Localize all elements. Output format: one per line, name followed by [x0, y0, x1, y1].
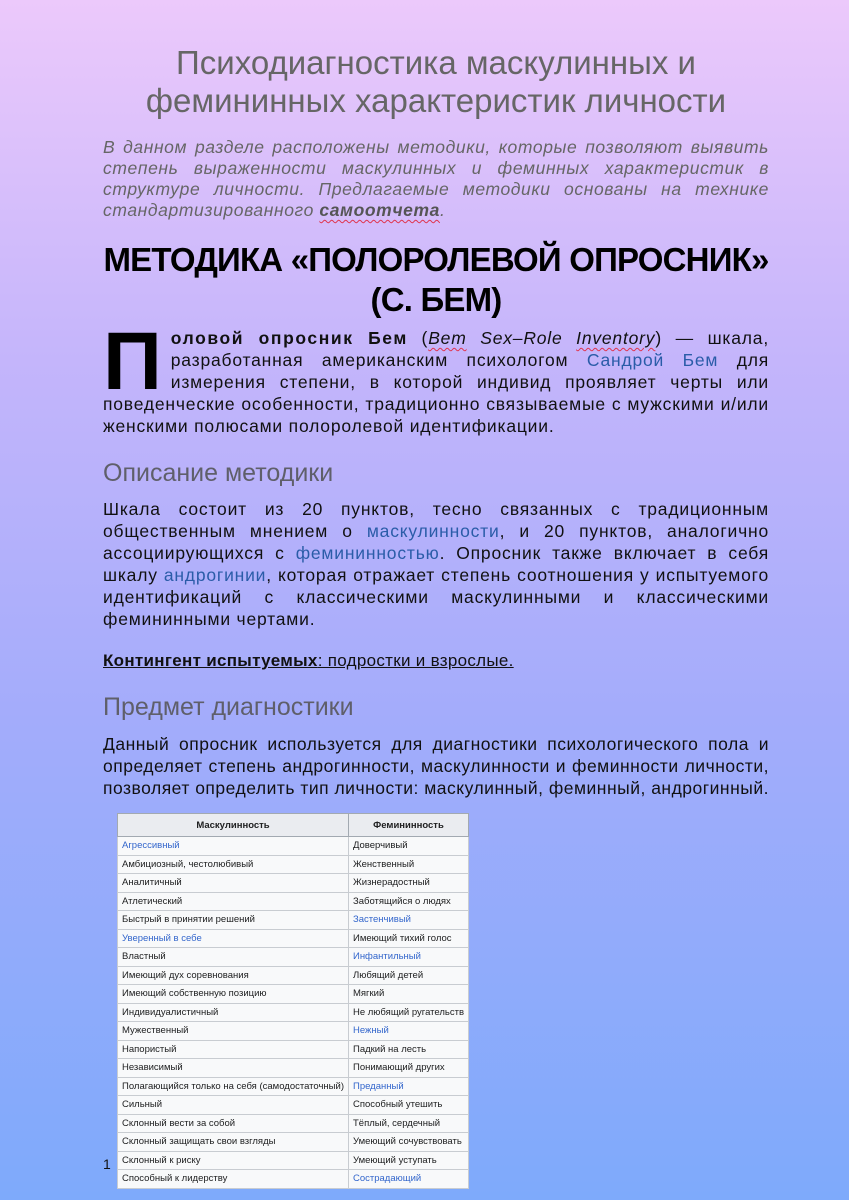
table-row: [118, 1133, 469, 1152]
table-row: [118, 1059, 469, 1078]
table-cell: Быстрый в принятии решений: [118, 911, 349, 930]
header-femininity: Фемининность: [348, 814, 468, 837]
table-cell: Атлетический: [118, 892, 349, 911]
table-row: [118, 985, 469, 1004]
table-row: [118, 837, 469, 856]
subject-heading: Предмет диагностики: [103, 693, 354, 721]
table-cell: Любящий детей: [348, 966, 468, 985]
table-row: [118, 874, 469, 893]
method-text-end: для измерения степени, в которой индивид проявляет черты или поведенческие особенности, традиционно связываемые с мужскими и/или женскими полюсами полоролевой идентификации.: [103, 350, 769, 436]
table-row: [118, 1077, 469, 1096]
table-row: [118, 1114, 469, 1133]
table-row: [118, 966, 469, 985]
table-cell: Властный: [118, 948, 349, 967]
table-cell: Не любящий ругательств: [348, 1003, 468, 1022]
table-row: [118, 855, 469, 874]
contingent-line: [103, 650, 769, 672]
drop-cap: П: [103, 331, 163, 391]
table-cell: Жизнерадостный: [348, 874, 468, 893]
table-cell: Доверчивый: [348, 837, 468, 856]
table-cell-link[interactable]: Сострадающий: [348, 1170, 468, 1189]
table-cell: Умеющий уступать: [348, 1151, 468, 1170]
table-cell: Способный утешить: [348, 1096, 468, 1115]
description-text-3: . Опросник также включает в себя шкалу: [103, 543, 769, 585]
table-cell-link[interactable]: Преданный: [348, 1077, 468, 1096]
table-row: [118, 929, 469, 948]
table-cell: Способный к лидерству: [118, 1170, 349, 1189]
method-lead: оловой опросник Бем: [170, 328, 408, 348]
intro-text: В данном разделе расположены методики, которые позволяют выявить степень выраженности маскулинных и феминных характеристик в структуре личности. Предлагаемые методики основаны на технике стандартизированного: [103, 137, 769, 220]
table-cell: Падкий на лесть: [348, 1040, 468, 1059]
paren-open: (: [407, 328, 429, 348]
table-row: [118, 1151, 469, 1170]
table-cell: Амбициозный, честолюбивый: [118, 855, 349, 874]
table-cell: Мягкий: [348, 985, 468, 1004]
table-cell: Понимающий других: [348, 1059, 468, 1078]
table-cell: Полагающийся только на себя (самодостаточный): [118, 1077, 349, 1096]
english-name-part2: Sex–Role: [466, 328, 577, 348]
table-row: [118, 1022, 469, 1041]
page-number: 1: [103, 1156, 111, 1172]
contingent-label: Контингент испытуемых: [103, 651, 318, 670]
femininity-link[interactable]: фемининностью: [295, 543, 440, 563]
table-cell: Заботящийся о людях: [348, 892, 468, 911]
table-row: [118, 948, 469, 967]
table-cell: Мужественный: [118, 1022, 349, 1041]
method-heading: МЕТОДИКА «ПОЛОРОЛЕВОЙ ОПРОСНИК» (С. БЕМ): [103, 241, 769, 318]
table-cell: Имеющий дух соревнования: [118, 966, 349, 985]
table-cell-link[interactable]: Застенчивый: [348, 911, 468, 930]
description-text-4: , которая отражает степень соотношения у испытуемого идентификаций с классическими маскулинными и классическими фемининными чертами.: [103, 565, 769, 629]
table-header-row: [118, 814, 469, 837]
table-cell: Напористый: [118, 1040, 349, 1059]
androgyny-link[interactable]: андрогинии: [163, 565, 267, 585]
table-row: [118, 892, 469, 911]
table-cell-link[interactable]: Агрессивный: [118, 837, 349, 856]
header-masculinity: Маскулинность: [118, 814, 349, 837]
table-cell: Склонный вести за собой: [118, 1114, 349, 1133]
table-cell: Склонный к риску: [118, 1151, 349, 1170]
table-row: [118, 1003, 469, 1022]
table-cell: Сильный: [118, 1096, 349, 1115]
english-name-part1: Bem: [428, 328, 467, 348]
description-text-2: , и 20 пунктов, аналогично ассоциирующихся с: [103, 521, 770, 563]
table-row: [118, 1170, 469, 1189]
table-row: [118, 911, 469, 930]
intro-end: .: [439, 200, 446, 220]
page-title: Психодиагностика маскулинных и фемининных характеристик личности: [145, 44, 727, 119]
description-paragraph: [103, 498, 769, 630]
table-cell-link[interactable]: Инфантильный: [348, 948, 468, 967]
table-cell: Тёплый, сердечный: [348, 1114, 468, 1133]
intro-bold-term: самоотчета: [319, 200, 440, 220]
description-text-1: Шкала состоит из 20 пунктов, тесно связанных с традиционным общественным мнением о: [103, 499, 769, 541]
author-link[interactable]: Сандрой Бем: [586, 350, 719, 370]
table-cell: Аналитичный: [118, 874, 349, 893]
table-cell: Индивидуалистичный: [118, 1003, 349, 1022]
description-heading: Описание методики: [103, 459, 334, 487]
traits-table: [117, 813, 469, 1189]
table-cell: Независимый: [118, 1059, 349, 1078]
method-paragraph: [103, 327, 769, 437]
table-row: [118, 1096, 469, 1115]
table-cell: Имеющий собственную позицию: [118, 985, 349, 1004]
table-row: [118, 1040, 469, 1059]
table-cell-link[interactable]: Уверенный в себе: [118, 929, 349, 948]
contingent-value: : подростки и взрослые.: [317, 651, 514, 670]
intro-paragraph: [103, 137, 769, 221]
method-text: ) — шкала, разработанная американским психологом: [170, 328, 769, 370]
masculinity-link[interactable]: маскулинности: [366, 521, 500, 541]
table-cell: Женственный: [348, 855, 468, 874]
table-cell-link[interactable]: Нежный: [348, 1022, 468, 1041]
english-name-part3: Inventory: [576, 328, 656, 348]
table-cell: Склонный защищать свои взгляды: [118, 1133, 349, 1152]
subject-paragraph: Данный опросник используется для диагностики психологического пола и определяет степень андрогинности, маскулинности и феминности личности, позволяет определить тип личности: маскулинный, феминный, андрогинный.: [103, 734, 769, 798]
table-cell: Умеющий сочувствовать: [348, 1133, 468, 1152]
table-cell: Имеющий тихий голос: [348, 929, 468, 948]
